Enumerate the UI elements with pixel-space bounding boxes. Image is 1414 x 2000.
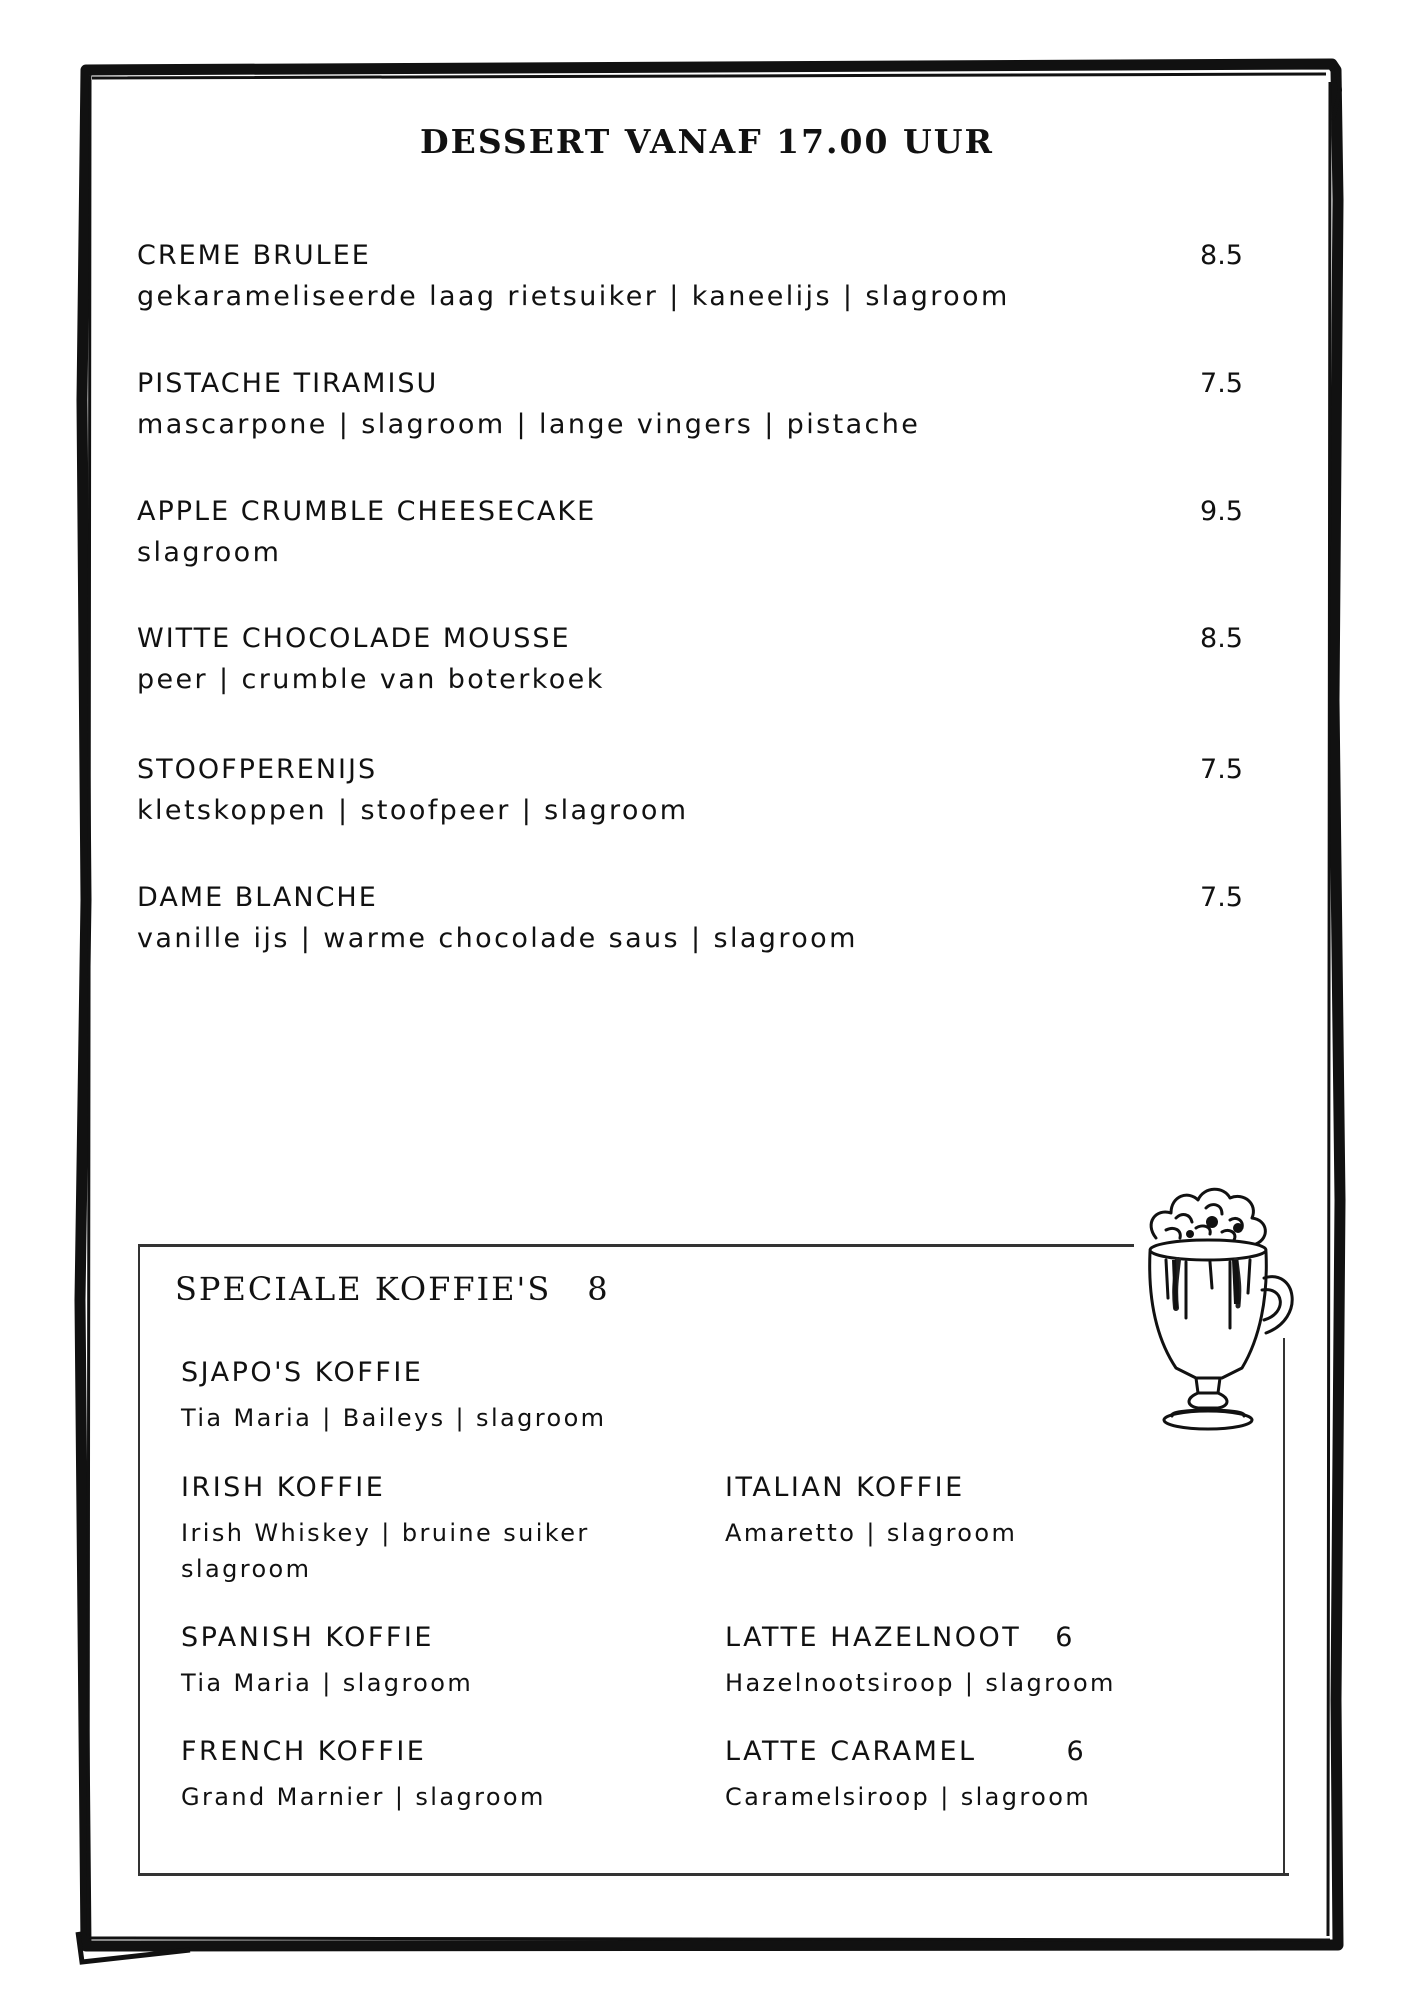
dessert-item xyxy=(137,754,1249,826)
irish-coffee-glass-icon xyxy=(1126,1168,1301,1433)
coffee-item xyxy=(181,1472,651,1587)
coffee-name: LATTE HAZELNOOT xyxy=(725,1622,1022,1653)
dessert-description: mascarpone | slagroom | lange vingers | pistache xyxy=(137,409,921,440)
dessert-name: STOOFPERENIJS xyxy=(137,754,378,785)
coffee-item xyxy=(725,1472,1195,1551)
coffee-item xyxy=(725,1622,1205,1701)
dessert-description: peer | crumble van boterkoek xyxy=(137,664,605,695)
coffee-item xyxy=(181,1357,651,1436)
dessert-description: kletskoppen | stoofpeer | slagroom xyxy=(137,795,689,826)
coffee-name: FRENCH KOFFIE xyxy=(181,1736,427,1767)
dessert-name: APPLE CRUMBLE CHEESECAKE xyxy=(137,496,597,527)
dessert-price: 9.5 xyxy=(1200,496,1243,527)
special-coffee-heading xyxy=(175,1270,610,1308)
coffee-description: Caramelsiroop | slagroom xyxy=(725,1783,1092,1811)
dessert-item xyxy=(137,882,1249,954)
dessert-description: slagroom xyxy=(137,537,282,568)
dessert-price: 7.5 xyxy=(1200,754,1243,785)
dessert-item xyxy=(137,368,1249,440)
dessert-item xyxy=(137,496,1249,568)
coffee-item xyxy=(181,1736,651,1815)
dessert-name: DAME BLANCHE xyxy=(137,882,378,913)
dessert-name: PISTACHE TIRAMISU xyxy=(137,368,439,399)
box-top-border xyxy=(138,1244,1134,1247)
dessert-price: 7.5 xyxy=(1200,368,1243,399)
coffee-name: IRISH KOFFIE xyxy=(181,1472,386,1503)
dessert-price: 7.5 xyxy=(1200,882,1243,913)
coffee-description: Irish Whiskey | bruine suiker slagroom xyxy=(181,1519,590,1583)
coffee-description: Amaretto | slagroom xyxy=(725,1519,1018,1547)
coffee-item xyxy=(725,1736,1205,1815)
special-coffee-price: 8 xyxy=(587,1270,610,1308)
coffee-description: Tia Maria | Baileys | slagroom xyxy=(181,1404,607,1432)
dessert-name: CREME BRULEE xyxy=(137,240,371,271)
dessert-item xyxy=(137,240,1249,312)
coffee-price: 6 xyxy=(1066,1736,1087,1767)
coffee-description: Grand Marnier | slagroom xyxy=(181,1783,546,1811)
coffee-item xyxy=(181,1622,651,1701)
coffee-description: Tia Maria | slagroom xyxy=(181,1669,474,1697)
dessert-name: WITTE CHOCOLADE MOUSSE xyxy=(137,623,571,654)
coffee-name: SJAPO'S KOFFIE xyxy=(181,1357,424,1388)
dessert-description: gekarameliseerde laag rietsuiker | kaneelijs | slagroom xyxy=(137,281,1010,312)
dessert-description: vanille ijs | warme chocolade saus | slagroom xyxy=(137,923,858,954)
coffee-description: Hazelnootsiroop | slagroom xyxy=(725,1669,1116,1697)
coffee-price: 6 xyxy=(1055,1622,1075,1653)
dessert-price: 8.5 xyxy=(1200,240,1243,271)
dessert-price: 8.5 xyxy=(1200,623,1243,654)
coffee-name: ITALIAN KOFFIE xyxy=(725,1472,965,1503)
menu-title: DESSERT VANAF 17.00 UUR xyxy=(420,122,994,161)
coffee-name: LATTE CARAMEL xyxy=(725,1736,977,1767)
dessert-item xyxy=(137,623,1249,695)
special-coffee-title: SPECIALE KOFFIE'S xyxy=(175,1270,552,1308)
coffee-name: SPANISH KOFFIE xyxy=(181,1622,434,1653)
